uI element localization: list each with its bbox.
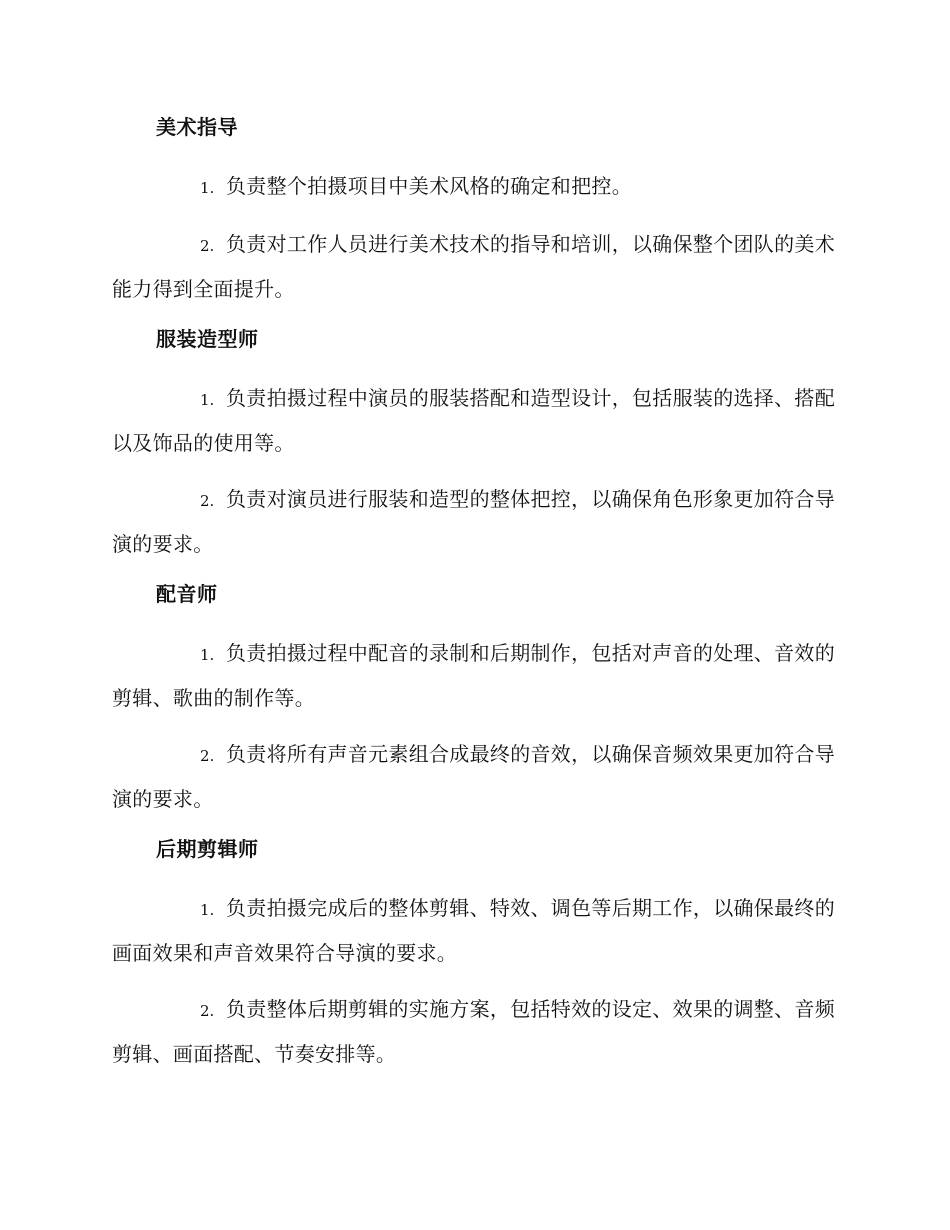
section-post-editor — [112, 834, 838, 1076]
item-text: 负责整个拍摄项目中美术风格的确定和把控。 — [226, 174, 632, 198]
item-number: 2. — [200, 237, 215, 255]
item-number: 2. — [200, 1002, 215, 1020]
item-number: 1. — [200, 646, 215, 664]
item-text: 负责拍摄完成后的整体剪辑、特效、调色等后期工作，以确保最终的画面效果和声音效果符合导演的要求。 — [112, 896, 835, 965]
section-heading: 后期剪辑师 — [156, 837, 259, 861]
item-text: 负责对演员进行服装和造型的整体把控，以确保角色形象更加符合导演的要求。 — [112, 487, 835, 556]
item-text: 负责将所有声音元素组合成最终的音效，以确保音频效果更加符合导演的要求。 — [112, 742, 835, 811]
item-number: 2. — [200, 492, 215, 510]
section-heading: 服装造型师 — [156, 327, 259, 351]
item-number: 1. — [200, 179, 215, 197]
item-number: 2. — [200, 747, 215, 765]
item-text: 负责整体后期剪辑的实施方案，包括特效的设定、效果的调整、音频剪辑、画面搭配、节奏安排等。 — [112, 997, 835, 1066]
item-number: 1. — [200, 391, 215, 409]
section-heading: 美术指导 — [156, 115, 238, 139]
section-voice-artist — [112, 579, 838, 821]
section-heading: 配音师 — [156, 582, 218, 606]
item-number: 1. — [200, 901, 215, 919]
item-text: 负责拍摄过程中配音的录制和后期制作，包括对声音的处理、音效的剪辑、歌曲的制作等。 — [112, 641, 835, 710]
list-item — [112, 632, 838, 720]
list-item — [112, 377, 838, 465]
list-item — [112, 733, 838, 821]
list-item — [112, 165, 838, 210]
item-text: 负责对工作人员进行美术技术的指导和培训，以确保整个团队的美术能力得到全面提升。 — [112, 232, 835, 301]
list-item — [112, 988, 838, 1076]
list-item — [112, 478, 838, 566]
section-costume-stylist — [112, 324, 838, 566]
list-item — [112, 887, 838, 975]
section-art-director — [112, 112, 838, 311]
list-item — [112, 223, 838, 311]
item-text: 负责拍摄过程中演员的服装搭配和造型设计，包括服装的选择、搭配以及饰品的使用等。 — [112, 386, 835, 455]
